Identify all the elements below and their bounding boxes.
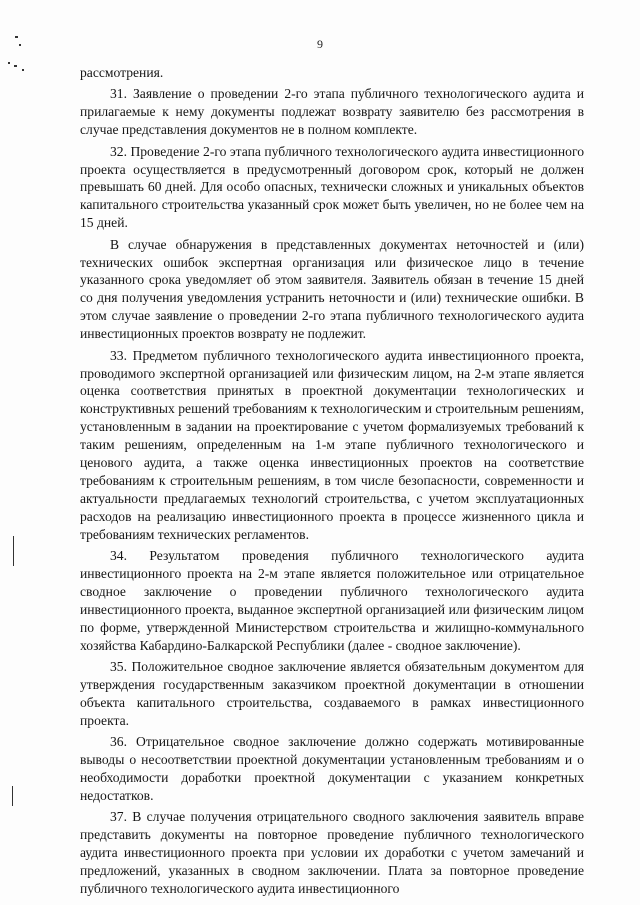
scan-mark: [12, 786, 13, 806]
page-number: 9: [317, 37, 323, 51]
scan-mark: [14, 65, 17, 67]
scan-mark: [8, 62, 10, 64]
scan-mark: [13, 536, 14, 566]
paragraph: 32. Проведение 2-го этапа публичного технологического аудита инвестиционного проекта осуществляется в предусмотренный договором срок, который не должен превышать 60 дней. Для особо опасных, технически сложных и уникальных объектов капитального строительства указанный срок может быть увеличен, но не более чем на 15 дней.: [80, 143, 584, 231]
paragraph: 35. Положительное сводное заключение является обязательным документом для утверждения государственным заказчиком проектной документации в отношении объекта капитального строительства, создаваемого в рамках инвестиционного проекта.: [80, 659, 584, 728]
paragraph: В случае обнаружения в представленных документах неточностей и (или) технических ошибок экспертная организация или физическое лицо в течение указанного срока уведомляет об этом заявителя. Заявитель обязан в течение 15 дней со дня получения уведомления устранить неточности и (или) технические ошибки. В этом случае заявление о проведении 2-го этапа публичного технологического аудита инвестиционных проектов возврату не подлежит.: [80, 236, 584, 342]
paragraph: 34. Результатом проведения публичного технологического аудита инвестиционного проекта на 2-м этапе является положительное или отрицательное сводное заключение о проведении публичного технологического аудита инвестиционного проекта, выданное экспертной организацией или физическим лицом по форме, утвержденной Министерством строительства и жилищно-коммунального хозяйства Кабардино-Балкарской Республики (далее - сводное заключение).: [80, 548, 584, 653]
paragraph: 31. Заявление о проведении 2-го этапа публичного технологического аудита и прилагаемые к нему документы подлежат возврату заявителю без рассмотрения в случае представления документов не в полном комплекте.: [80, 86, 584, 138]
paragraph: 33. Предметом публичного технологического аудита инвестиционного проекта, проводимого экспертной организацией или физическим лицом, на 2-м этапе является оценка соответствия принятых в проектной документации технологических и конструктивных решений требованиям к технологическим и строительным решениям, установленным в задании на проектирование с учетом формализуемых требований к таким решениям, определенным на 1-м этапе публичного технологического и ценового аудита, а также оценка инвестиционных проектов на соответствие требованиям к строительным решениям, в том числе безопасности, современности и актуальности предлагаемых технологий строительства, с учетом эксплуатационных расходов на реализацию инвестиционного проекта в процессе жизненного цикла и требованиям технических регламентов.: [80, 347, 584, 542]
scan-mark: [15, 36, 18, 38]
paragraph: 36. Отрицательное сводное заключение должно содержать мотивированные выводы о несоответствии проектной документации установленным требованиям и о необходимости доработки проектной документации с указанием конкретных недостатков.: [80, 734, 584, 803]
document-body: [80, 64, 584, 901]
scan-mark: [19, 44, 21, 46]
scan-mark: [22, 69, 24, 71]
paragraph: рассмотрения.: [80, 65, 164, 80]
paragraph: 37. В случае получения отрицательного сводного заключения заявитель вправе представить документы на повторное проведение публичного технологического аудита инвестиционного проекта при условии их доработки с учетом замечаний и предложений, указанных в сводном заключении. Плата за повторное проведение публичного технологического аудита инвестиционного: [80, 809, 584, 896]
